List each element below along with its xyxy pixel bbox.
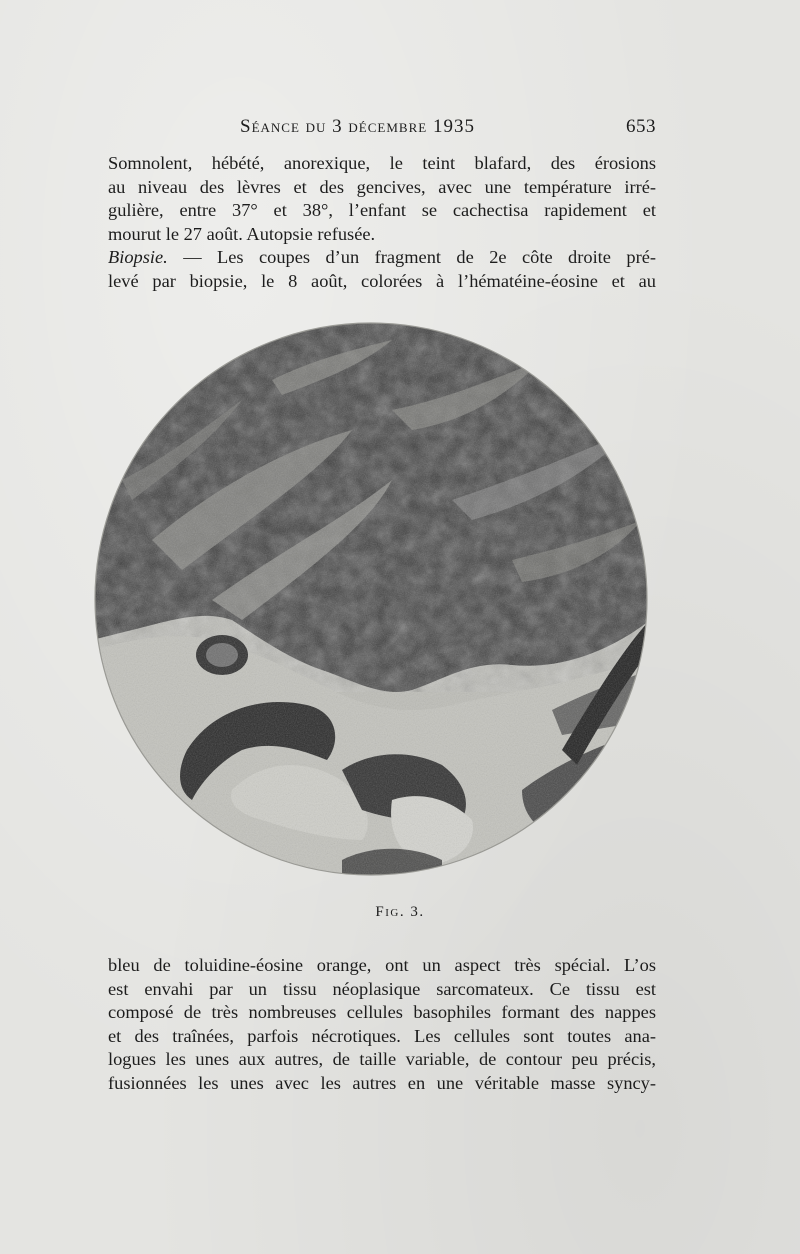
text-line: est envahi par un tissu néoplasique sarcomateux. Ce tissu est: [108, 978, 656, 999]
running-title: Séance du 3 décembre 1935: [240, 116, 475, 137]
text-line: Somnolent, hébété, anorexique, le teint blafard, des érosions: [108, 153, 656, 173]
micrograph-figure: [92, 320, 650, 878]
running-header: [108, 116, 656, 140]
biopsy-text: — Les coupes d’un fragment de 2e côte droite pré-: [167, 247, 656, 268]
text-line: logues les unes aux autres, de taille variable, de contour peu précis,: [108, 1049, 656, 1070]
text-line: levé par biopsie, le 8 août, colorées à l’hématéine-éosine et au: [108, 270, 656, 291]
text-line: composé de très nombreuses cellules basophiles formant des nappes: [108, 1002, 656, 1023]
histology-micrograph: [92, 320, 650, 878]
page-number: 653: [626, 116, 656, 137]
text-line: fusionnées les unes avec les autres en une véritable masse syncy-: [108, 1072, 656, 1093]
text-line: au niveau des lèvres et des gencives, avec une température irré-: [108, 176, 656, 197]
text-line: bleu de toluidine-éosine orange, ont un aspect très spécial. L’os: [108, 955, 656, 975]
biopsy-paragraph-first-line: [108, 246, 656, 270]
text-line: et des traînées, parfois nécrotiques. Les cellules sont toutes ana-: [108, 1025, 656, 1046]
figure-caption: Fig. 3.: [375, 904, 425, 920]
text-block-bottom: [108, 954, 656, 1096]
text-block-top: [108, 152, 656, 294]
text-line: gulière, entre 37° et 38°, l’enfant se cachectisa rapidement et: [108, 200, 656, 221]
biopsy-label: Biopsie.: [108, 247, 168, 268]
text-line: mourut le 27 août. Autopsie refusée.: [108, 223, 376, 244]
